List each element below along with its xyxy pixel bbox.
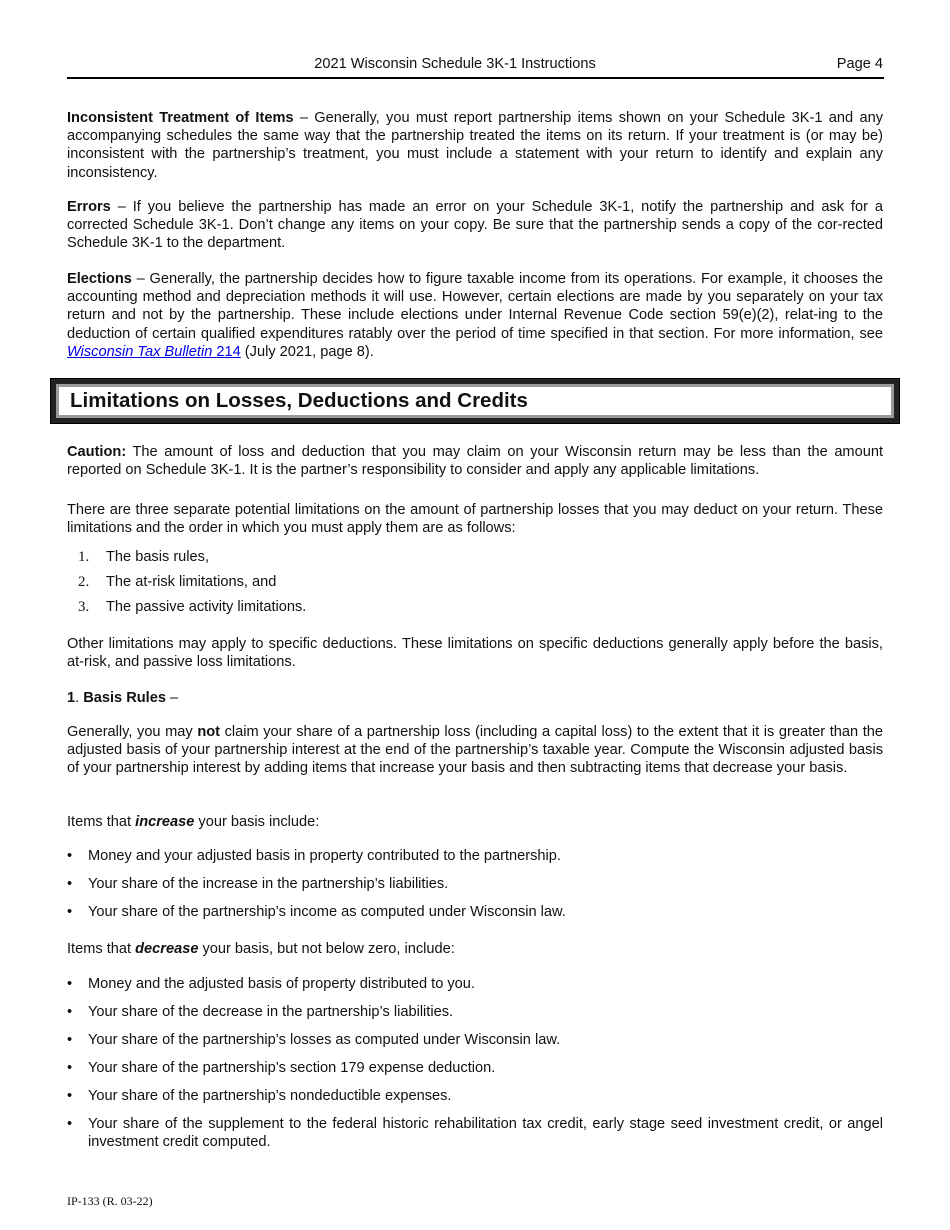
decrease-intro: [67, 940, 883, 958]
list-item-text: The passive activity limitations.: [106, 599, 307, 615]
list-item: [67, 875, 883, 893]
bullet-icon: •: [67, 1032, 73, 1048]
list-item-number: 1.: [78, 549, 90, 565]
errors-text: – If you believe the partnership has made an error on your Schedule 3K-1, notify the partnership and ask for a corrected Schedule 3K-1. Don’t change any items on your copy. Be sure that the partnership sends a copy of the cor-rected Schedule 3K-1 to the department.: [67, 199, 883, 252]
form-code-footer: IP-133 (R. 03-22): [67, 1194, 153, 1208]
elections-term: Elections: [67, 271, 132, 287]
basis-rules-heading: [67, 689, 883, 707]
increase-pre: Items that: [67, 814, 136, 830]
tax-bulletin-link-number: 214: [212, 343, 241, 360]
list-item: [67, 1031, 883, 1049]
errors-paragraph: [67, 198, 883, 253]
generally-pre: Generally, you may: [67, 724, 198, 740]
bullet-icon: •: [67, 904, 73, 920]
list-item-text: Your share of the decrease in the partnership’s liabilities.: [88, 1004, 454, 1020]
section-banner-inner: [56, 384, 894, 418]
inconsistent-treatment-term: Inconsistent Treatment of Items: [67, 110, 294, 126]
bullet-icon: •: [67, 848, 73, 864]
decrease-pre: Items that: [67, 941, 136, 957]
increase-intro: [67, 813, 883, 831]
list-item: [78, 598, 878, 623]
list-item-text: Your share of the partnership’s income as computed under Wisconsin law.: [88, 904, 566, 920]
increase-post: your basis include:: [194, 814, 320, 830]
caution-text: The amount of loss and deduction that you may claim on your Wisconsin return may be less than the amount reported on Schedule 3K-1. It is the partner’s responsibility to consider and apply any applicable limitations.: [67, 444, 883, 479]
bullet-icon: •: [67, 1088, 73, 1104]
list-item-text: Money and your adjusted basis in property contributed to the partnership.: [88, 848, 561, 864]
elections-text: – Generally, the partnership decides how to figure taxable income from its operations. For example, it chooses the accounting method and depreciation methods it will use. However, certain elections are made by you separately on your tax return and not by the partnership. These include elections under Internal Revenue Code section 59(e)(2), relat-ing to the deduction of certain qualified expenditures ratably over the period of time specified in that section. For more information, see: [67, 271, 883, 342]
inconsistent-treatment-text: – Generally, you must report partnership items shown on your Schedule 3K-1 and any accompanying schedules the same way that the partnership treated the items on its return. If your treatment is (or may be) inconsistent with the partnership’s treatment, you must include a statement with your return to identify and explain any inconsistency.: [67, 110, 883, 181]
inconsistent-treatment-paragraph: [67, 109, 883, 182]
basis-rules-dash: –: [165, 690, 179, 706]
list-item: [67, 847, 883, 865]
list-item: [67, 1087, 883, 1105]
basis-rules-number: 1: [67, 690, 76, 706]
caution-paragraph: [67, 443, 883, 479]
bullet-icon: •: [67, 1060, 73, 1076]
list-item: [67, 975, 883, 993]
basis-rules-separator: .: [75, 690, 84, 706]
bullet-icon: •: [67, 876, 73, 892]
three-limitations-paragraph: There are three separate potential limitations on the amount of partnership losses that you may deduct on your return. These limitations and the order in which you must apply them are as follows:: [67, 502, 883, 537]
tax-bulletin-link[interactable]: [67, 344, 241, 360]
list-item: [67, 1115, 883, 1151]
list-item-text: Your share of the partnership’s nondeductible expenses.: [88, 1088, 452, 1104]
list-item-text: Your share of the partnership’s section 179 expense deduction.: [88, 1060, 496, 1076]
list-item: [67, 1059, 883, 1077]
list-item: [67, 903, 883, 921]
list-item-number: 3.: [78, 599, 90, 615]
bullet-icon: •: [67, 1116, 73, 1132]
limitations-ordered-list: [78, 548, 878, 623]
tax-bulletin-link-title: Wisconsin Tax Bulletin: [67, 343, 213, 360]
elections-tail: (July 2021, page 8).: [240, 343, 374, 360]
generally-bold: not: [197, 724, 221, 740]
bullet-icon: •: [67, 1004, 73, 1020]
section-title: Limitations on Losses, Deductions and Credits: [70, 388, 528, 412]
list-item: [67, 1003, 883, 1021]
bullet-icon: •: [67, 976, 73, 992]
list-item-text: The at-risk limitations, and: [106, 574, 277, 590]
generally-paragraph: [67, 723, 883, 778]
caution-term: Caution:: [67, 444, 127, 460]
decrease-bullet-list: [67, 975, 883, 1161]
errors-term: Errors: [67, 199, 111, 215]
basis-rules-title: Basis Rules: [83, 690, 166, 706]
header-title: 2021 Wisconsin Schedule 3K-1 Instructions: [314, 56, 596, 72]
list-item-text: Your share of the partnership’s losses as computed under Wisconsin law.: [88, 1032, 561, 1048]
header-page-number: Page 4: [836, 56, 883, 72]
section-banner: [50, 378, 900, 424]
list-item-text: The basis rules,: [106, 549, 210, 565]
increase-bullet-list: [67, 847, 883, 931]
increase-emphasis: increase: [135, 814, 195, 830]
list-item-text: Money and the adjusted basis of property distributed to you.: [88, 976, 475, 992]
other-limitations-paragraph: Other limitations may apply to specific deductions. These limitations on specific deductions generally apply before the basis, at-risk, and passive loss limitations.: [67, 636, 883, 671]
list-item: [78, 548, 878, 573]
header-rule: [67, 77, 884, 79]
list-item: [78, 573, 878, 598]
list-item-number: 2.: [78, 574, 90, 590]
decrease-post: your basis, but not below zero, include:: [198, 941, 455, 957]
elections-paragraph: [67, 270, 883, 361]
decrease-emphasis: decrease: [135, 941, 199, 957]
list-item-text: Your share of the supplement to the federal historic rehabilitation tax credit, early stage seed investment credit, or angel investment credit computed.: [88, 1116, 883, 1151]
list-item-text: Your share of the increase in the partnership’s liabilities.: [88, 876, 449, 892]
generally-post: claim your share of a partnership loss (including a capital loss) to the extent that it is greater than the adjusted basis of your partnership interest at the end of the partnership’s taxable year. Compute the Wisconsin adjusted basis of your partnership interest by adding items that increase your basis and then subtracting items that decrease your basis.: [67, 724, 883, 777]
